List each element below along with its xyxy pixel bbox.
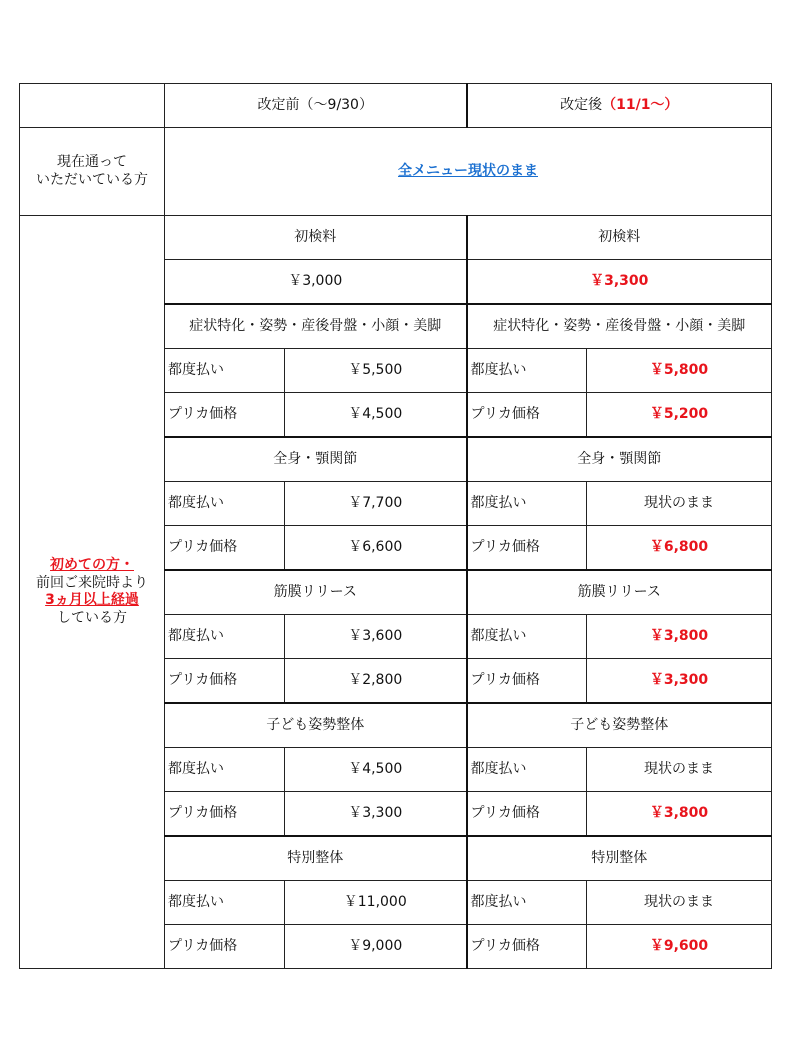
price-before: ￥3,600 — [285, 615, 467, 659]
row-label: プリカ価格 — [467, 393, 587, 438]
row-label: プリカ価格 — [165, 925, 285, 969]
initial-fee-after: ￥3,300 — [467, 260, 772, 305]
price-before: ￥7,700 — [285, 482, 467, 526]
header-blank-cell — [20, 84, 165, 128]
row-label: 都度払い — [165, 881, 285, 925]
row-label: プリカ価格 — [467, 925, 587, 969]
price-after: ￥5,800 — [587, 349, 772, 393]
price-after: 現状のまま — [587, 881, 772, 925]
price-after: ￥9,600 — [587, 925, 772, 969]
row-label: 都度払い — [165, 349, 285, 393]
row-label: プリカ価格 — [165, 659, 285, 704]
current-patients-label: 現在通って いただいている方 — [20, 128, 165, 216]
row-label: プリカ価格 — [165, 792, 285, 837]
price-revision-table — [19, 83, 772, 969]
price-after: ￥3,800 — [587, 615, 772, 659]
section-title-before: 子ども姿勢整体 — [165, 703, 467, 748]
row-label: 都度払い — [467, 349, 587, 393]
row-label: 都度払い — [165, 482, 285, 526]
price-after: 現状のまま — [587, 748, 772, 792]
section-title-after: 症状特化・姿勢・産後骨盤・小顔・美脚 — [467, 304, 772, 349]
section-title-after: 初検料 — [467, 216, 772, 260]
section-title-after: 全身・顎関節 — [467, 437, 772, 482]
row-label: 都度払い — [165, 615, 285, 659]
price-before: ￥2,800 — [285, 659, 467, 704]
price-before: ￥6,600 — [285, 526, 467, 571]
row-label: プリカ価格 — [467, 526, 587, 571]
row-label: プリカ価格 — [467, 659, 587, 704]
price-after: 現状のまま — [587, 482, 772, 526]
current-patients-note: 全メニュー現状のまま — [165, 128, 772, 216]
price-after: ￥6,800 — [587, 526, 772, 571]
row-label: 都度払い — [467, 748, 587, 792]
row-label: プリカ価格 — [467, 792, 587, 837]
new-patients-label: 初めての方・ 前回ご来院時より 3ヵ月以上経過 している方 — [20, 216, 165, 969]
section-title-after: 特別整体 — [467, 836, 772, 881]
price-before: ￥9,000 — [285, 925, 467, 969]
row-label: 都度払い — [467, 881, 587, 925]
row-label: 都度払い — [165, 748, 285, 792]
row-label: 都度払い — [467, 482, 587, 526]
section-title-before: 筋膜リリース — [165, 570, 467, 615]
initial-fee-before: ￥3,000 — [165, 260, 467, 305]
price-after: ￥5,200 — [587, 393, 772, 438]
header-before: 改定前（～9/30） — [165, 84, 467, 128]
price-before: ￥3,300 — [285, 792, 467, 837]
section-title-before: 特別整体 — [165, 836, 467, 881]
section-title-before: 症状特化・姿勢・産後骨盤・小顔・美脚 — [165, 304, 467, 349]
row-label: プリカ価格 — [165, 526, 285, 571]
header-after: 改定後（11/1～） — [467, 84, 772, 128]
price-before: ￥4,500 — [285, 748, 467, 792]
price-before: ￥11,000 — [285, 881, 467, 925]
price-after: ￥3,800 — [587, 792, 772, 837]
section-title-after: 筋膜リリース — [467, 570, 772, 615]
price-before: ￥5,500 — [285, 349, 467, 393]
section-title-before: 全身・顎関節 — [165, 437, 467, 482]
row-label: 都度払い — [467, 615, 587, 659]
row-label: プリカ価格 — [165, 393, 285, 438]
price-after: ￥3,300 — [587, 659, 772, 704]
section-title-after: 子ども姿勢整体 — [467, 703, 772, 748]
price-before: ￥4,500 — [285, 393, 467, 438]
section-title-before: 初検料 — [165, 216, 467, 260]
